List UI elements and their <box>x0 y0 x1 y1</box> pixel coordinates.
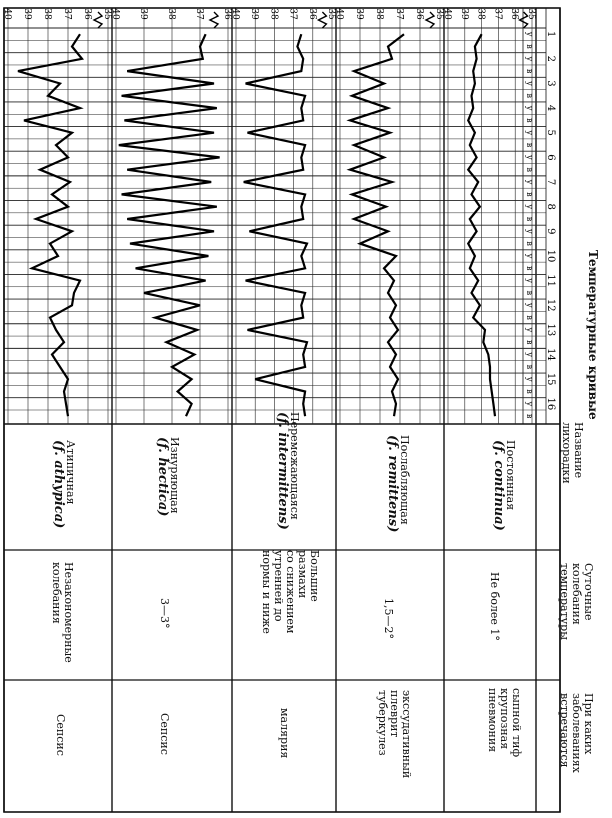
row-hectica-name: Изнуряющая (f. hectica) <box>155 437 181 517</box>
temp-scale-label: 37 <box>492 8 503 20</box>
day-label: 11 <box>545 274 556 287</box>
temp-scale-label: 39 <box>22 8 32 20</box>
temp-scale-label: 36 <box>306 8 317 20</box>
pm-label: в <box>525 118 534 123</box>
temp-scale-label: 37 <box>62 8 72 20</box>
temp-scale-label: 39 <box>138 8 148 20</box>
pm-label: в <box>525 93 534 99</box>
day-label: 9 <box>545 228 556 235</box>
header-disease: При каких заболеваниях встречаются <box>558 693 595 773</box>
temp-scale-label: 35 <box>434 8 444 20</box>
pm-label: в <box>525 167 534 172</box>
row-continua-name: Постоянная (f. continua) <box>491 440 517 531</box>
pm-label: в <box>525 216 534 222</box>
temp-scale-label: 39 <box>458 8 469 20</box>
pm-label: в <box>525 142 534 148</box>
row-intermittens-disease: малярия <box>278 708 291 759</box>
pm-label: в <box>525 241 534 246</box>
pm-label: в <box>525 290 534 296</box>
pm-label: в <box>525 364 534 370</box>
row-remittens-range: 1,5—2° <box>382 598 395 639</box>
pm-label: в <box>525 413 534 419</box>
temp-scale-label: 35 <box>102 8 112 20</box>
temp-scale-label: 35 <box>526 8 536 20</box>
am-label: у <box>525 81 534 86</box>
day-label: 2 <box>545 55 556 62</box>
day-label: 13 <box>545 323 556 337</box>
am-label: у <box>525 105 534 111</box>
day-label: 15 <box>545 372 556 386</box>
am-label: у <box>525 31 534 37</box>
day-label: 10 <box>545 249 556 263</box>
temp-scale-label: 36 <box>82 8 92 20</box>
temp-scale-label: 39 <box>354 8 364 20</box>
temp-scale-label: 38 <box>42 8 52 20</box>
day-label: 5 <box>545 129 556 136</box>
am-label: у <box>525 327 534 333</box>
am-label: у <box>525 253 534 259</box>
axis-break-mark <box>426 12 434 28</box>
am-label: у <box>525 155 534 160</box>
day-label: 1 <box>545 30 556 38</box>
temp-scale-label: 40 <box>2 8 12 20</box>
row-hectica-range: 3—3° <box>158 598 171 629</box>
am-label: у <box>525 130 534 136</box>
day-label: 7 <box>545 178 556 186</box>
temp-scale-label: 37 <box>194 8 204 20</box>
am-label: у <box>525 302 534 308</box>
temp-scale-label: 40 <box>334 8 344 20</box>
day-label: 8 <box>545 203 556 210</box>
row-athypica-name: Атипичная (f. athypica) <box>51 440 77 529</box>
temp-scale-label: 37 <box>394 8 404 20</box>
row-intermittens-range: Большие размахи со снижением утренней до нормы и ниже <box>260 550 321 634</box>
temp-scale-label: 36 <box>414 8 424 20</box>
am-label: у <box>525 278 534 283</box>
temp-scale-label: 36 <box>509 8 520 20</box>
am-label: у <box>525 352 534 357</box>
temp-scale-label: 38 <box>475 8 486 20</box>
axis-break-mark <box>94 12 102 28</box>
row-continua-disease: сыпной тиф крупозная пневмония <box>486 688 523 758</box>
row-athypica-disease: Сепсис <box>54 714 67 756</box>
temp-scale-label: 36 <box>222 8 232 20</box>
pm-label: в <box>525 339 534 345</box>
pm-label: в <box>525 266 534 271</box>
temp-scale-label: 40 <box>230 8 240 20</box>
axis-break-mark <box>210 12 218 28</box>
am-label: у <box>525 228 534 234</box>
row-continua-range: Не более 1° <box>488 572 501 641</box>
day-label: 16 <box>545 397 556 411</box>
am-label: у <box>525 179 534 185</box>
day-label: 12 <box>545 298 556 312</box>
temp-scale-label: 38 <box>374 8 384 20</box>
row-hectica-disease: Сепсис <box>158 713 171 755</box>
temp-scale-label: 38 <box>166 8 176 20</box>
axis-break-mark <box>520 12 528 28</box>
am-label: у <box>525 204 534 210</box>
header-range: Суточные колебания температуры <box>558 563 595 640</box>
row-remittens-disease: экссудативный плеврит туберкулез <box>376 690 413 779</box>
am-label: у <box>525 376 534 382</box>
am-label: у <box>525 401 534 407</box>
header-name: Название лихорадки <box>560 422 585 484</box>
temp-scale-label: 39 <box>249 8 260 20</box>
temp-scale-label: 35 <box>326 8 336 20</box>
day-label: 6 <box>545 154 556 161</box>
axis-break-mark <box>318 12 326 28</box>
day-label: 3 <box>545 80 556 87</box>
page-title: Температурные кривые <box>586 250 600 420</box>
day-label: 14 <box>545 348 556 361</box>
am-label: у <box>525 56 534 62</box>
temp-scale-label: 40 <box>442 8 452 20</box>
pm-label: в <box>525 389 534 394</box>
row-intermittens-name: Перемежающаяся (f. intermittens) <box>275 412 301 530</box>
row-athypica-range: Незакономерные колебания <box>50 562 75 663</box>
pm-label: в <box>525 44 534 49</box>
day-label: 4 <box>545 104 556 112</box>
pm-label: в <box>525 192 534 197</box>
row-remittens-name: Послабляющая (f. remittens) <box>385 435 411 533</box>
temp-scale-label: 40 <box>110 8 120 20</box>
pm-label: в <box>525 315 534 320</box>
pm-label: в <box>525 68 534 74</box>
temp-scale-label: 38 <box>268 8 279 20</box>
temp-scale-label: 37 <box>287 8 298 20</box>
